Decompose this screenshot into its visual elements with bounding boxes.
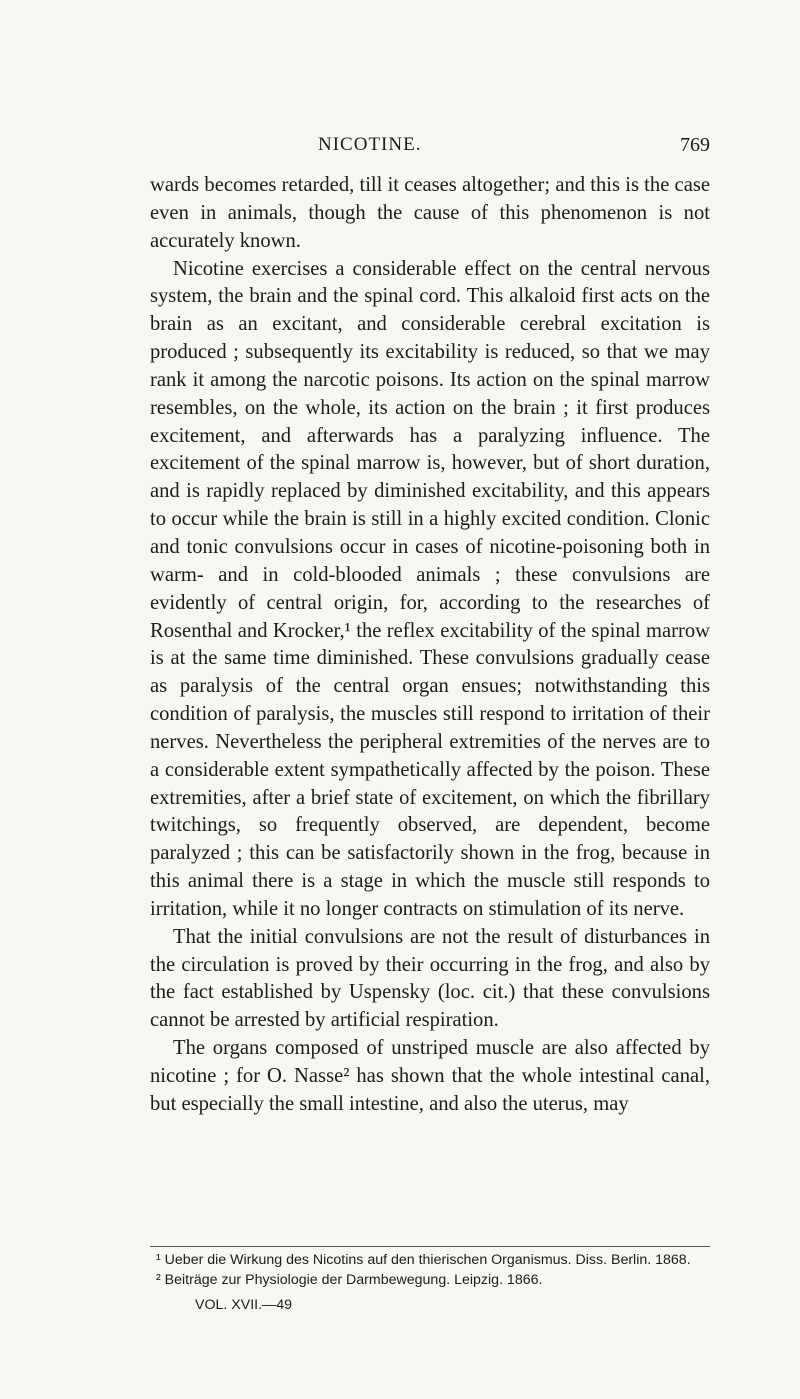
footnotes: [150, 1250, 710, 1290]
footnote: ¹ Ueber die Wirkung des Nicotins auf den thierischen Organismus. Diss. Berlin. 1868.: [156, 1252, 691, 1268]
footnote: ² Beiträge zur Physiologie der Darmbewegung. Leipzig. 1866.: [156, 1272, 543, 1288]
paragraph: That the initial convulsions are not the result of disturbances in the circulation is proved by their occurring in the frog, and also by the fact established by Uspensky (loc. cit.) that these convulsions cannot be arrested by artificial respiration.: [150, 925, 710, 1032]
footnote-divider: [150, 1246, 710, 1247]
running-head: NICOTINE.: [318, 134, 422, 155]
page-number: 769: [680, 134, 710, 156]
page-header: [170, 134, 710, 162]
signature-mark: VOL. XVII.—49: [195, 1297, 292, 1313]
paragraph: Nicotine exercises a considerable effect on the central nervous system, the brain and the spinal cord. This alkaloid first acts on the brain as an excitant, and considerable cerebral excitation is produced ; subsequently its excitability is reduced, so that we may rank it among the narcotic poisons. Its action on the spinal marrow resembles, on the whole, its action on the brain ; it first produces excitement, and afterwards has a paralyzing influence. The excitement of the spinal marrow is, however, but of short duration, and is rapidly replaced by diminished excitability, and this appears to occur while the brain is still in a highly excited condition. Clonic and tonic convulsions occur in cases of nicotine-poisoning both in warm- and in cold-blooded animals ; these convulsions are evidently of central origin, for, according to the researches of Rosenthal and Krocker,¹ the reflex excitability of the spinal marrow is at the same time diminished. These convulsions gradually cease as paralysis of the central organ ensues; notwithstanding this condition of paralysis, the muscles still respond to irritation of their nerves. Nevertheless the peripheral extremities of the nerves are to a considerable extent sympathetically affected by the poison. These extremities, after a brief state of excitement, on which the fibrillary twitchings, so frequently observed, are dependent, become paralyzed ; this can be satisfactorily shown in the frog, because in this animal there is a stage in which the muscle still responds to irritation, while it no longer contracts on stimulation of its nerve.: [150, 257, 710, 920]
paragraph: The organs composed of unstriped muscle are also affected by nicotine ; for O. Nasse² has shown that the whole intestinal canal, but especially the small intestine, and also the uterus, may: [150, 1037, 710, 1115]
body-text: [150, 172, 710, 1119]
paragraph: wards becomes retarded, till it ceases altogether; and this is the case even in animals, though the cause of this phenomenon is not accurately known.: [150, 174, 710, 252]
